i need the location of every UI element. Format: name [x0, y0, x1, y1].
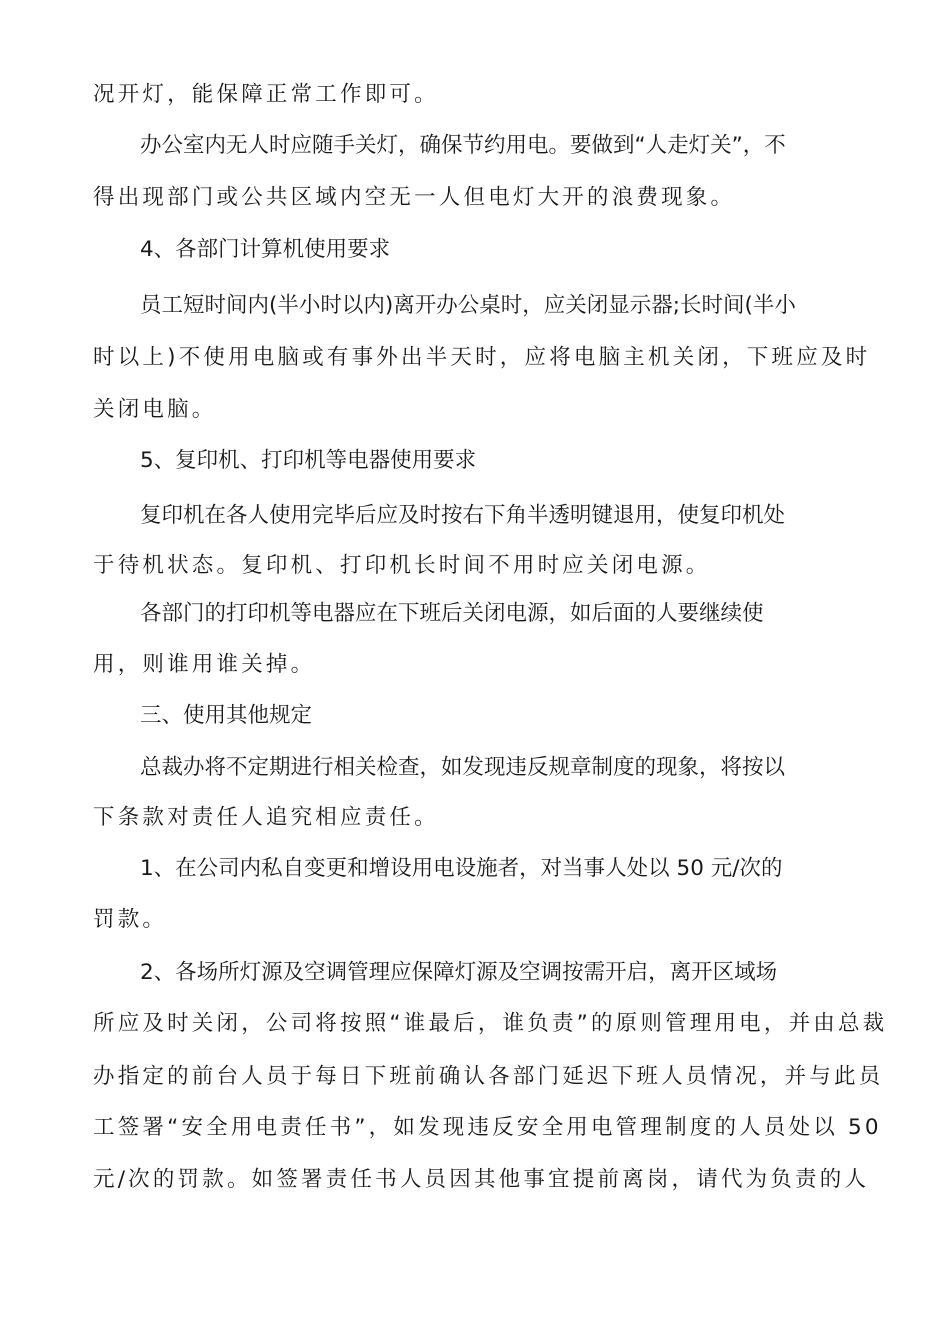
section-heading: 三、使用其他规定	[140, 703, 313, 728]
text-line: 办指定的前台人员于每日下班前确认各部门延迟下班人员情况，并与此员	[93, 1064, 884, 1089]
section-heading: 5、复印机、打印机等电器使用要求	[140, 448, 477, 473]
text-line: 罚款。	[93, 907, 168, 932]
text-line: 各部门的打印机等电器应在下班后关闭电源，如后面的人要继续使	[140, 601, 764, 626]
text-line: 得出现部门或公共区域内空无一人但电灯大开的浪费现象。	[93, 185, 736, 210]
text-line: 总裁办将不定期进行相关检查，如发现违反规章制度的现象，将按以	[140, 755, 786, 780]
text-line: 用，则谁用谁关掉。	[93, 652, 316, 677]
text-line: 员工短时间内(半小时以内)离开办公桌时，应关闭显示器;长时间(半小	[140, 293, 796, 318]
text-line: 复印机在各人使用完毕后应及时按右下角半透明键退用，使复印机处	[140, 503, 786, 528]
text-line: 况开灯，能保障正常工作即可。	[93, 82, 439, 107]
text-line: 时以上)不使用电脑或有事外出半天时，应将电脑主机关闭，下班应及时	[93, 345, 871, 370]
section-heading: 4、各部门计算机使用要求	[140, 237, 391, 262]
text-line: 所应及时关闭，公司将按照“谁最后，谁负责”的原则管理用电，并由总裁	[93, 1011, 888, 1036]
text-line: 工签署“安全用电责任书”，如发现违反安全用电管理制度的人员处以 50	[93, 1115, 882, 1140]
text-line: 办公室内无人时应随手关灯，确保节约用电。要做到“人走灯关”，不	[140, 133, 786, 158]
text-line: 下条款对责任人追究相应责任。	[93, 805, 439, 830]
text-line: 1、在公司内私自变更和增设用电设施者，对当事人处以 50 元/次的	[140, 856, 783, 881]
text-line: 关闭电脑。	[93, 397, 217, 422]
text-line: 元/次的罚款。如签署责任书人员因其他事宜提前离岗，请代为负责的人	[93, 1167, 870, 1192]
text-line: 2、各场所灯源及空调管理应保障灯源及空调按需开启，离开区域场	[140, 960, 778, 985]
text-line: 于待机状态。复印机、打印机长时间不用时应关闭电源。	[93, 553, 711, 578]
